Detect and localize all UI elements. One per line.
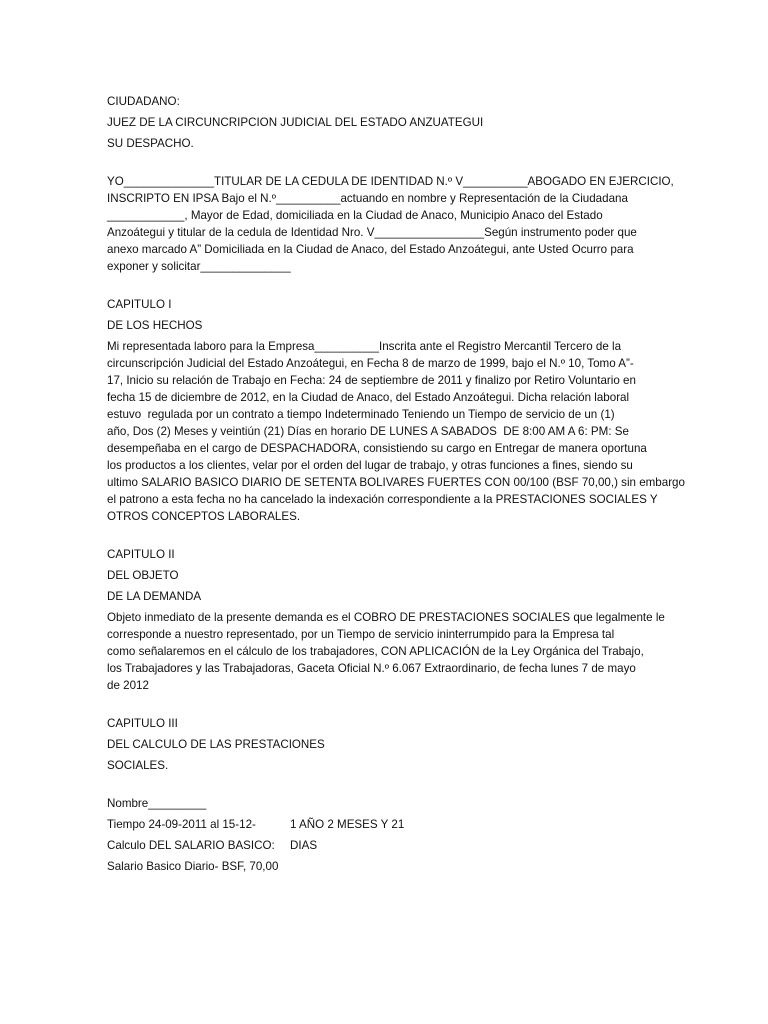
text-line: exponer y solicitar______________ (107, 260, 291, 273)
text-line: ultimo SALARIO BASICO DIARIO DE SETENTA BOLIVARES FUERTES CON 00/100 (BSF 70,00,) sin embargo (107, 476, 685, 489)
calculo-row (107, 837, 662, 854)
salario-line: Salario Basico Diario- BSF, 70,00 (107, 860, 279, 873)
calculo-label: Calculo DEL SALARIO BASICO: (107, 839, 275, 852)
text-line: YO______________TITULAR DE LA CEDULA DE IDENTIDAD N.º V__________ABOGADO EN EJERCICIO, (107, 175, 674, 188)
text-line: como señalaremos en el cálculo de los trabajadores, CON APLICACIÓN de la Ley Orgánica del Trabajo, (107, 645, 644, 658)
text-line: los Trabajadores y las Trabajadoras, Gaceta Oficial N.º 6.067 Extraordinario, de fecha lunes 7 de mayo (107, 662, 636, 675)
text-line: Objeto inmediato de la presente demanda es el COBRO DE PRESTACIONES SOCIALES que legalmente le (107, 611, 665, 624)
chapter-1 (107, 296, 685, 525)
tiempo-value: 1 AÑO 2 MESES Y 21 (290, 818, 405, 831)
addressee-line: JUEZ DE LA CIRCUNCRIPCION JUDICIAL DEL ESTADO ANZUATEGUI (107, 116, 484, 129)
tiempo-row (107, 816, 662, 833)
intro-paragraph (107, 173, 674, 275)
tiempo-label: Tiempo 24-09-2011 al 15-12- (107, 818, 256, 831)
chapter-title: CAPITULO I (107, 298, 172, 311)
text-line: 17, Inicio su relación de Trabajo en Fecha: 24 de septiembre de 2011 y finalizo por Retiro Voluntario en (107, 374, 636, 387)
chapter-2 (107, 546, 665, 694)
text-line: desempeñaba en el cargo de DESPACHADORA, consistiendo su cargo en Entregar de manera oportuna (107, 442, 647, 455)
text-line: estuvo regulada por un contrato a tiempo Indeterminado Teniendo un Tiempo de servicio de un (1) (107, 408, 615, 421)
calculo-value: DIAS (290, 839, 318, 852)
addressee-line: CIUDADANO: (107, 95, 180, 108)
nombre-line: Nombre_________ (107, 797, 207, 810)
chapter-title: CAPITULO II (107, 548, 175, 561)
text-line: Anzoátegui y titular de la cedula de Identidad Nro. V_________________Según instrumento poder que (107, 226, 637, 239)
chapter-3 (107, 715, 662, 875)
chapter-subtitle: DEL OBJETO (107, 569, 179, 582)
chapter-subtitle: DE LOS HECHOS (107, 319, 203, 332)
addressee-line: SU DESPACHO. (107, 137, 194, 150)
text-line: Mi representada laboro para la Empresa__________Inscrita ante el Registro Mercantil Tercero de la (107, 340, 622, 353)
text-line: de 2012 (107, 679, 149, 692)
text-line: circunscripción Judicial del Estado Anzoátegui, en Fecha 8 de marzo de 1999, bajo el N.º 10, Tomo A”- (107, 357, 634, 370)
chapter-subtitle: DEL CALCULO DE LAS PRESTACIONES (107, 738, 325, 751)
text-line: corresponde a nuestro representado, por un Tiempo de servicio ininterrumpido para la Empresa tal (107, 628, 615, 641)
text-line: INSCRIPTO EN IPSA Bajo el N.º__________actuando en nombre y Representación de la Ciudadana (107, 192, 628, 205)
text-line: los productos a los clientes, velar por el orden del lugar de trabajo, y otras funciones a fines, siendo su (107, 459, 633, 472)
document-page (107, 93, 685, 875)
text-line: el patrono a esta fecha no ha cancelado la indexación correspondiente a la PRESTACIONES SOCIALES Y (107, 493, 658, 506)
addressee-block (107, 93, 662, 152)
text-line: OTROS CONCEPTOS LABORALES. (107, 510, 301, 523)
chapter-subtitle: SOCIALES. (107, 759, 169, 772)
text-line: anexo marcado A” Domiciliada en la Ciudad de Anaco, del Estado Anzoátegui, ante Usted Ocurro para (107, 243, 634, 256)
text-line: año, Dos (2) Meses y veintiún (21) Días en horario DE LUNES A SABADOS DE 8:00 AM A 6: PM: Se (107, 425, 629, 438)
text-line: fecha 15 de diciembre de 2012, en la Ciudad de Anaco, del Estado Anzoátegui. Dicha relación laboral (107, 391, 630, 404)
chapter-subtitle: DE LA DEMANDA (107, 590, 202, 603)
text-line: ____________, Mayor de Edad, domiciliada en la Ciudad de Anaco, Municipio Anaco del Estado (107, 209, 603, 222)
chapter-title: CAPITULO III (107, 717, 178, 730)
